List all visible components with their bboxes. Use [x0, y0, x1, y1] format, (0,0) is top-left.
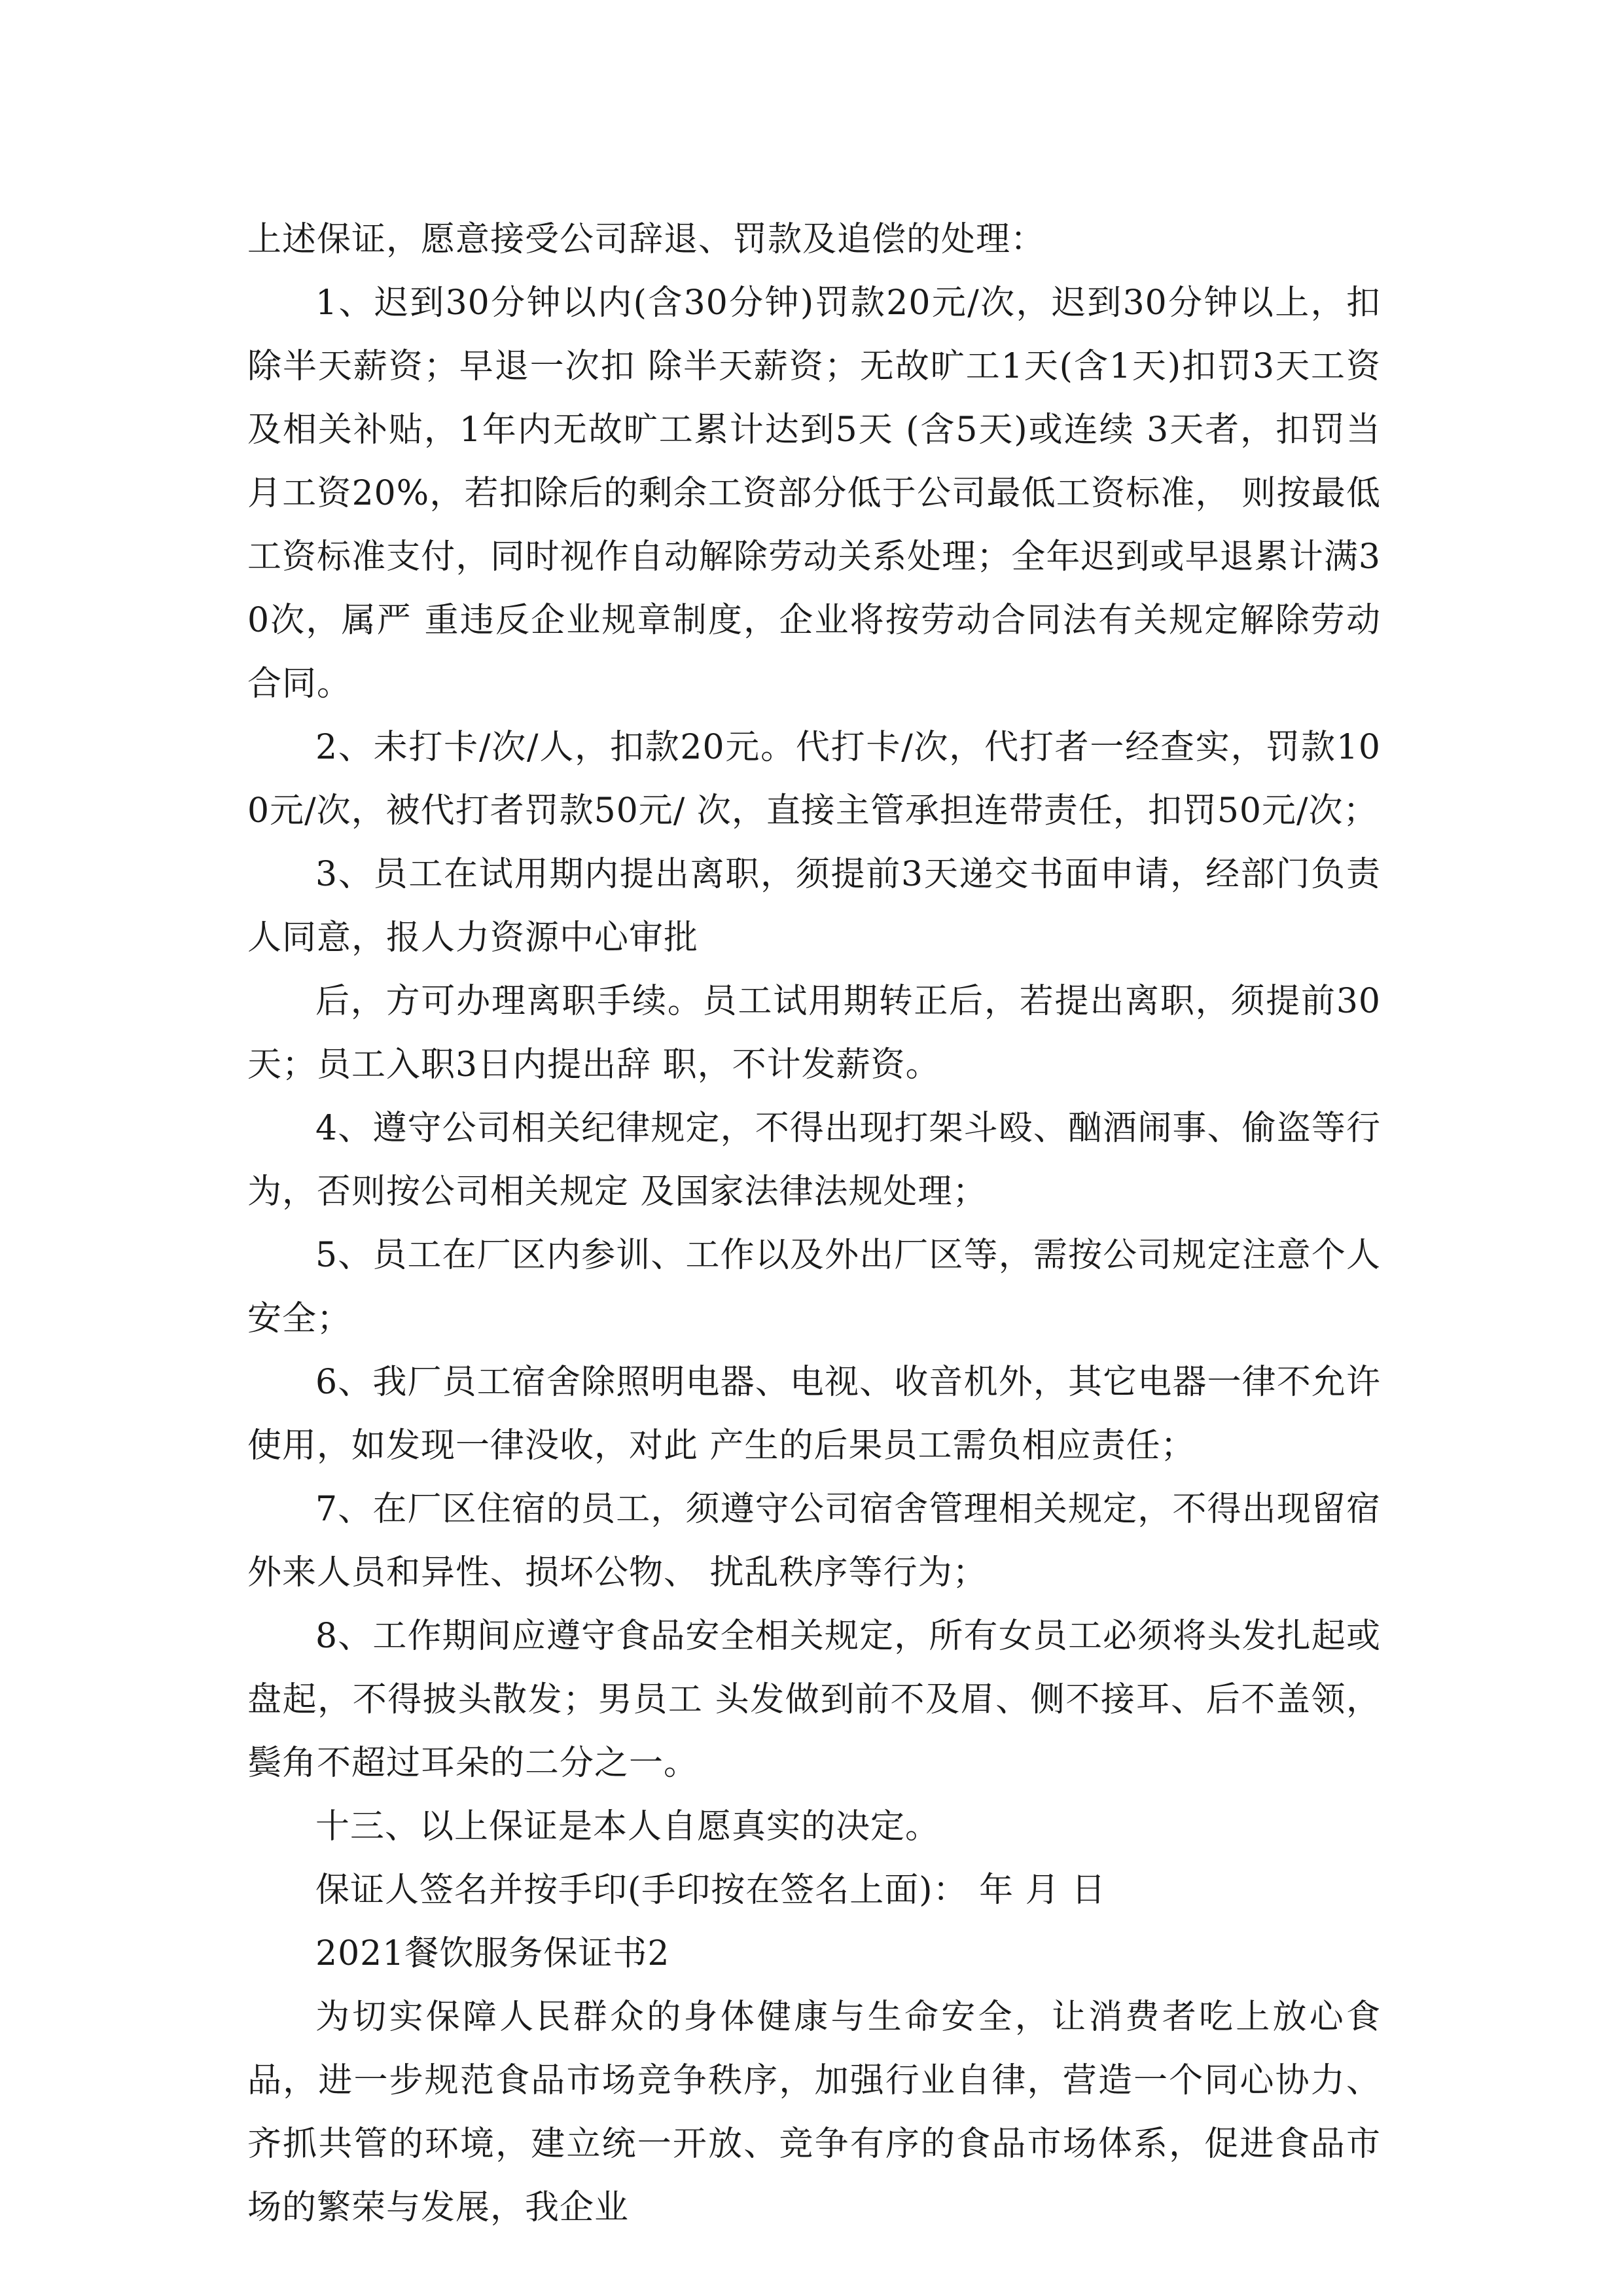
paragraph-item-1: 1、迟到30分钟以内(含30分钟)罚款20元/次，迟到30分钟以上，扣除半天薪资；早退一次扣 除半天薪资；无故旷工1天(含1天)扣罚3天工资及相关补贴，1年内无故旷工累计达到5天 (含5天)或连续 3天者，扣罚当月工资20%，若扣除后的剩余工资部分低于公司最低工资标准， 则按最低工资标准支付，同时视作自动解除劳动关系处理；全年迟到或早退累计满30次，属严 重违反企业规章制度，企业将按劳动合同法有关规定解除劳动合同。 [247, 283, 1381, 704]
paragraph-item-2: 2、未打卡/次/人，扣款20元。代打卡/次，代打者一经查实，罚款100元/次，被代打者罚款50元/ 次，直接主管承担连带责任，扣罚50元/次； [247, 728, 1381, 831]
paragraph-item-7: 7、在厂区住宿的员工，须遵守公司宿舍管理相关规定，不得出现留宿外来人员和异性、损坏公物、 扰乱秩序等行为； [247, 1490, 1381, 1592]
section-heading: 2021餐饮服务保证书2 [315, 1934, 670, 1973]
paragraph-item-6: 6、我厂员工宿舍除照明电器、电视、收音机外，其它电器一律不允许使用，如发现一律没收，对此 产生的后果员工需负相应责任； [247, 1363, 1381, 1465]
document-body [247, 208, 1381, 2240]
paragraph-section-13: 十三、以上保证是本人自愿真实的决定。 [315, 1807, 940, 1846]
paragraph-preamble: 为切实保障人民群众的身体健康与生命安全，让消费者吃上放心食品，进一步规范食品市场竞争秩序，加强行业自律，营造一个同心协力、齐抓共管的环境，建立统一开放、竞争有序的食品市场体系，促进食品市场的繁荣与发展，我企业 [247, 1998, 1381, 2227]
paragraph-item-4: 4、遵守公司相关纪律规定，不得出现打架斗殴、酗酒闹事、偷盗等行为，否则按公司相关规定 及国家法律法规处理； [247, 1109, 1381, 1211]
paragraph-intro: 上述保证，愿意接受公司辞退、罚款及追偿的处理： [247, 220, 1046, 259]
paragraph-item-3-continued: 后，方可办理离职手续。员工试用期转正后，若提出离职，须提前30天；员工入职3日内提出辞 职，不计发薪资。 [247, 982, 1381, 1085]
paragraph-item-8: 8、工作期间应遵守食品安全相关规定，所有女员工必须将头发扎起或盘起，不得披头散发；男员工 头发做到前不及眉、侧不接耳、后不盖领，鬓角不超过耳朵的二分之一。 [247, 1617, 1381, 1783]
signature-line: 保证人签名并按手印(手印按在签名上面)： 年 月 日 [315, 1871, 1107, 1910]
paragraph-item-3: 3、员工在试用期内提出离职，须提前3天递交书面申请，经部门负责人同意，报人力资源中心审批 [247, 855, 1381, 958]
paragraph-item-5: 5、员工在厂区内参训、工作以及外出厂区等，需按公司规定注意个人安全； [247, 1236, 1381, 1338]
